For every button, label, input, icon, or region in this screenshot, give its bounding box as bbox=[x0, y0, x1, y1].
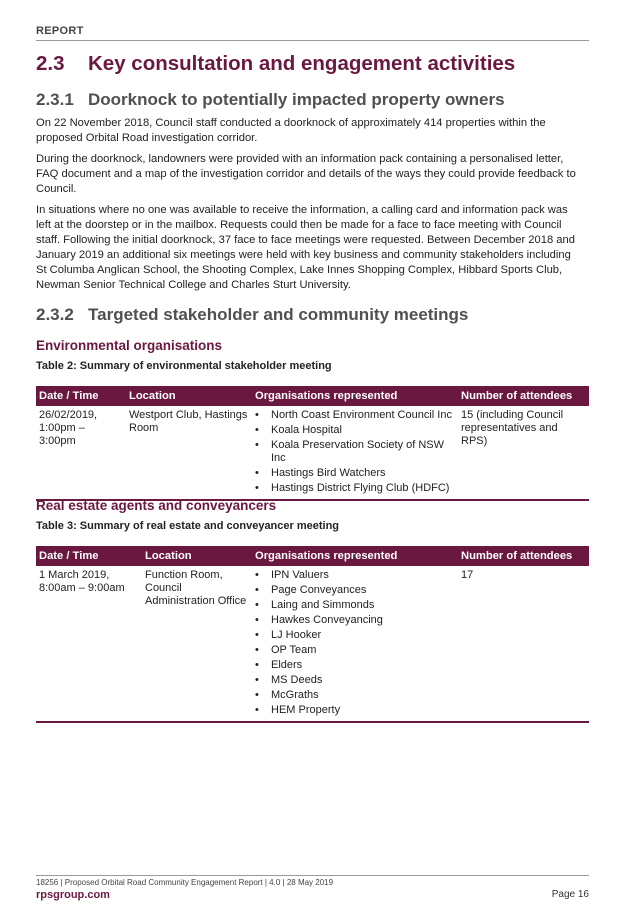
list-item: • Hawkes Conveyancing bbox=[255, 614, 455, 627]
table-row bbox=[36, 406, 589, 500]
cell-date: 26/02/2019, 1:00pm – 3:00pm bbox=[39, 409, 98, 447]
env-table-caption: Table 2: Summary of environmental stakeholder meeting bbox=[36, 360, 332, 372]
cell-location: Function Room, Council Administration Office bbox=[145, 569, 247, 607]
col-header-location: Location bbox=[142, 546, 252, 566]
table-header-row bbox=[36, 546, 589, 566]
paragraph: During the doorknock, landowners were provided with an information pack containing a personalised letter, FAQ document and a map of the investigation corridor and details of the ways they could provide feedback to Council. bbox=[36, 153, 576, 195]
col-header-organisations: Organisations represented bbox=[252, 386, 458, 406]
list-item: • OP Team bbox=[255, 644, 455, 657]
org-list bbox=[255, 409, 455, 495]
env-meeting-table bbox=[36, 386, 589, 501]
cell-location: Westport Club, Hastings Room bbox=[129, 409, 248, 434]
table-row bbox=[36, 566, 589, 722]
list-item: • Page Conveyances bbox=[255, 584, 455, 597]
section-title: Key consultation and engagement activities bbox=[88, 52, 516, 75]
col-header-attendees: Number of attendees bbox=[458, 546, 589, 566]
subsection-title: Doorknock to potentially impacted property owners bbox=[88, 90, 505, 109]
subsection-heading-doorknock bbox=[36, 90, 505, 110]
cell-date: 1 March 2019, 8:00am – 9:00am bbox=[39, 569, 125, 594]
list-item: • MS Deeds bbox=[255, 674, 455, 687]
paragraph: In situations where no one was available to receive the information, a calling card and information pack was left at the doorstep or in the mailbox. Requests could then be made for a face to face meeting with Council staff. Following the initial doorknock, 37 face to face meetings were requested. Between December 2018 and January 2019 an additional six meetings were held with key business and community stakeholders including St Columba Anglican School, the Shooting Complex, Lake Innes Shopping Complex, Hibbard Sports Club, Newman Senior Technical College and Charles Sturt University. bbox=[36, 204, 575, 291]
col-header-organisations: Organisations represented bbox=[252, 546, 458, 566]
list-item: • Koala Preservation Society of NSW Inc bbox=[255, 439, 455, 465]
subsection-number: 2.3.2 bbox=[36, 305, 74, 324]
subsection-title: Targeted stakeholder and community meetings bbox=[88, 305, 469, 324]
list-item: • McGraths bbox=[255, 689, 455, 702]
list-item: • Elders bbox=[255, 659, 455, 672]
cell-attendees: 17 bbox=[461, 569, 474, 581]
col-header-date: Date / Time bbox=[36, 386, 126, 406]
subsection-number: 2.3.1 bbox=[36, 90, 74, 109]
footer-document-info: 18256 | Proposed Orbital Road Community Engagement Report | 4.0 | 28 May 2019 bbox=[36, 878, 334, 887]
cell-attendees: 15 (including Council representatives and RPS) bbox=[461, 409, 564, 447]
subsection-heading-meetings bbox=[36, 305, 468, 325]
env-heading: Environmental organisations bbox=[36, 338, 223, 353]
list-item: • Hastings Bird Watchers bbox=[255, 467, 455, 480]
cell-organisations bbox=[252, 566, 458, 722]
list-item: • North Coast Environment Council Inc bbox=[255, 409, 455, 422]
col-header-location: Location bbox=[126, 386, 252, 406]
footer-website-link[interactable]: rpsgroup.com bbox=[36, 889, 110, 901]
header-label: REPORT bbox=[36, 25, 84, 37]
report-page bbox=[36, 0, 589, 906]
footer-divider bbox=[36, 875, 589, 876]
col-header-date: Date / Time bbox=[36, 546, 142, 566]
table-header-row bbox=[36, 386, 589, 406]
list-item: • Hastings District Flying Club (HDFC) bbox=[255, 482, 455, 495]
cell-organisations bbox=[252, 406, 458, 500]
list-item: • IPN Valuers bbox=[255, 569, 455, 582]
list-item: • HEM Property bbox=[255, 704, 455, 717]
header-divider bbox=[36, 40, 589, 41]
col-header-attendees: Number of attendees bbox=[458, 386, 589, 406]
list-item: • Laing and Simmonds bbox=[255, 599, 455, 612]
doorknock-body bbox=[36, 116, 583, 299]
realestate-meeting-table bbox=[36, 546, 589, 723]
realestate-heading: Real estate agents and conveyancers bbox=[36, 498, 277, 513]
section-number: 2.3 bbox=[36, 52, 65, 75]
section-heading bbox=[36, 52, 515, 76]
realestate-table-caption: Table 3: Summary of real estate and conveyancer meeting bbox=[36, 520, 340, 532]
org-list bbox=[255, 569, 455, 717]
footer-page-number: Page 16 bbox=[551, 889, 589, 900]
paragraph: On 22 November 2018, Council staff conducted a doorknock of approximately 414 properties within the proposed Orbital Road investigation corridor. bbox=[36, 117, 546, 144]
list-item: • Koala Hospital bbox=[255, 424, 455, 437]
list-item: • LJ Hooker bbox=[255, 629, 455, 642]
